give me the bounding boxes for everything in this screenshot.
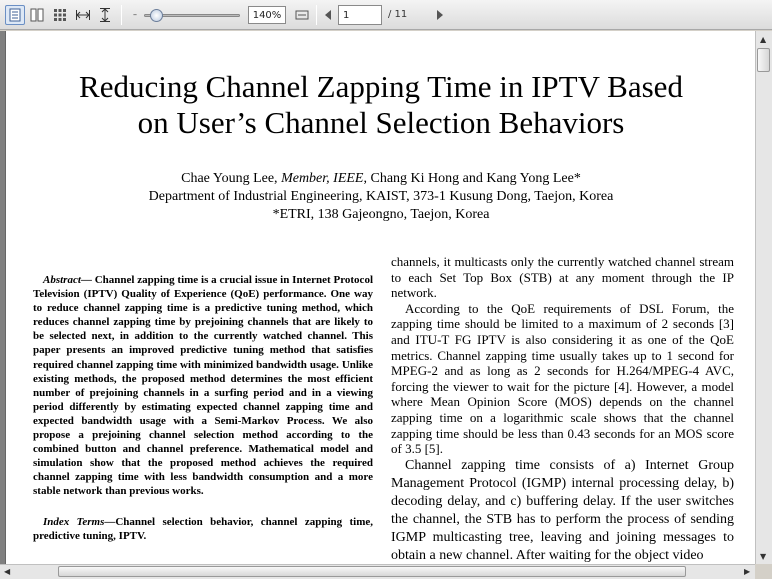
scroll-right-icon[interactable]: ▶ <box>744 567 751 576</box>
abstract <box>33 273 373 499</box>
page-number-input[interactable] <box>338 5 382 25</box>
pdf-page <box>5 31 755 564</box>
fit-width-icon <box>76 8 90 22</box>
author-membership: Member, IEEE <box>281 171 364 186</box>
next-page-button[interactable] <box>430 5 450 25</box>
scroll-down-icon[interactable]: ▼ <box>760 552 767 561</box>
body-paragraph: channels, it multicasts only the currently watched channel stream to each Set Top Box (STB) at any moment through the IP network. <box>391 254 734 301</box>
fit-height-icon <box>98 8 112 22</box>
fit-width-button[interactable] <box>73 5 93 25</box>
zoom-level-field[interactable]: 140% <box>248 6 286 24</box>
index-terms-text: —Channel selection behavior, channel zapping time, predictive tuning, IPTV. <box>33 515 373 542</box>
previous-page-button[interactable] <box>318 5 338 25</box>
zoom-menu-button[interactable] <box>292 5 312 25</box>
two-page-view-button[interactable] <box>27 5 47 25</box>
zoom-out-icon[interactable]: – <box>133 10 137 19</box>
body-paragraph: Channel zapping time consists of a) Internet Group Management Protocol (IGMP) internal processing delay, b) decoding delay, and c) buffering delay. If the user switches the channel, the STB has to perform the process of sending IGMP multicasting tree, leaving and joining messages to obtain a new channel. After waiting for the object video <box>391 457 734 563</box>
zoom-slider-thumb[interactable] <box>150 9 163 22</box>
title-line-1: Reducing Channel Zapping Time in IPTV Based <box>79 69 683 104</box>
vertical-scroll-thumb[interactable] <box>757 48 770 72</box>
author-name: Chae Young Lee, <box>181 171 282 186</box>
page-total-label: / 11 <box>388 9 408 20</box>
prev-page-icon <box>323 9 333 21</box>
scroll-up-icon[interactable]: ▲ <box>760 35 767 44</box>
single-page-view-button[interactable] <box>5 5 25 25</box>
grid-view-icon <box>53 8 67 22</box>
abstract-label: Abstract <box>43 274 81 286</box>
abstract-text: — Channel zapping time is a crucial issue in Internet Protocol Television (IPTV) Quality of Experience (QoE) performance. One way to reduce channel zapping time is a predictive tuning method, which reduces channel zapping time by prejoining channels that are likely to be selected next, in addition to the currently watched channel. This paper presents an improved predictive tuning method that satisfies required channel zapping time with minimized bandwidth usage. Unlike existing methods, the proposed method determines the most efficient number of prejoining channels in a surfing period and in a viewing period differently by estimating expected channel zapping time and expected bandwidth usage with a Semi-Markov Process. We also propose a prejoining channel selection method according to the combined button and channel preference. Mathematical model and simulation show that the proposed method achieves the required channel zapping time with less bandwidth consumption and a more stable network than previous works. <box>33 274 373 498</box>
viewer-toolbar <box>0 0 772 30</box>
index-terms <box>33 515 373 543</box>
two-page-icon <box>30 8 44 22</box>
next-page-icon <box>435 9 445 21</box>
right-column <box>391 254 734 564</box>
document-viewport <box>0 31 772 579</box>
scroll-left-icon[interactable]: ◀ <box>4 567 11 576</box>
affiliation: Department of Industrial Engineering, KAIST, 373-1 Kusung Dong, Taejon, Korea <box>148 189 614 204</box>
toolbar-separator <box>121 5 122 25</box>
left-column <box>33 273 373 543</box>
vertical-scrollbar[interactable] <box>755 31 772 564</box>
scrollbar-corner <box>755 564 772 579</box>
title-line-2: on User’s Channel Selection Behaviors <box>137 105 625 140</box>
index-terms-label: Index Terms <box>43 515 105 528</box>
author-names-rest: , Chang Ki Hong and Kang Yong Lee* <box>363 171 581 186</box>
fit-height-button[interactable] <box>95 5 115 25</box>
horizontal-scroll-thumb[interactable] <box>58 566 686 577</box>
authors-line <box>6 170 755 188</box>
grid-view-button[interactable] <box>50 5 70 25</box>
toolbar-separator <box>316 5 317 25</box>
affiliation-2: *ETRI, 138 Gajeongno, Taejon, Korea <box>272 207 490 222</box>
body-paragraph: According to the QoE requirements of DSL Forum, the zapping time should be limited to a maximum of 2 seconds [3] and ITU-T FG IPTV is also considering it as one of the QoE metrics. Channel zapping time usually takes up to 1 second for MPEG-2 and as long as 2 seconds for H.264/MPEG-4 AVC, forcing the viewer to wait for the picture [4]. However, a model where Mean Opinion Score (MOS) depends on the channel zapping time on a logarithmic scale shows that the channel zapping time should be less than 0.43 seconds for an MOS score of 3.5 [5]. <box>391 300 734 457</box>
single-page-icon <box>8 8 22 22</box>
paper-title <box>6 69 755 141</box>
author-block <box>6 170 755 224</box>
zoom-menu-icon <box>295 8 309 22</box>
